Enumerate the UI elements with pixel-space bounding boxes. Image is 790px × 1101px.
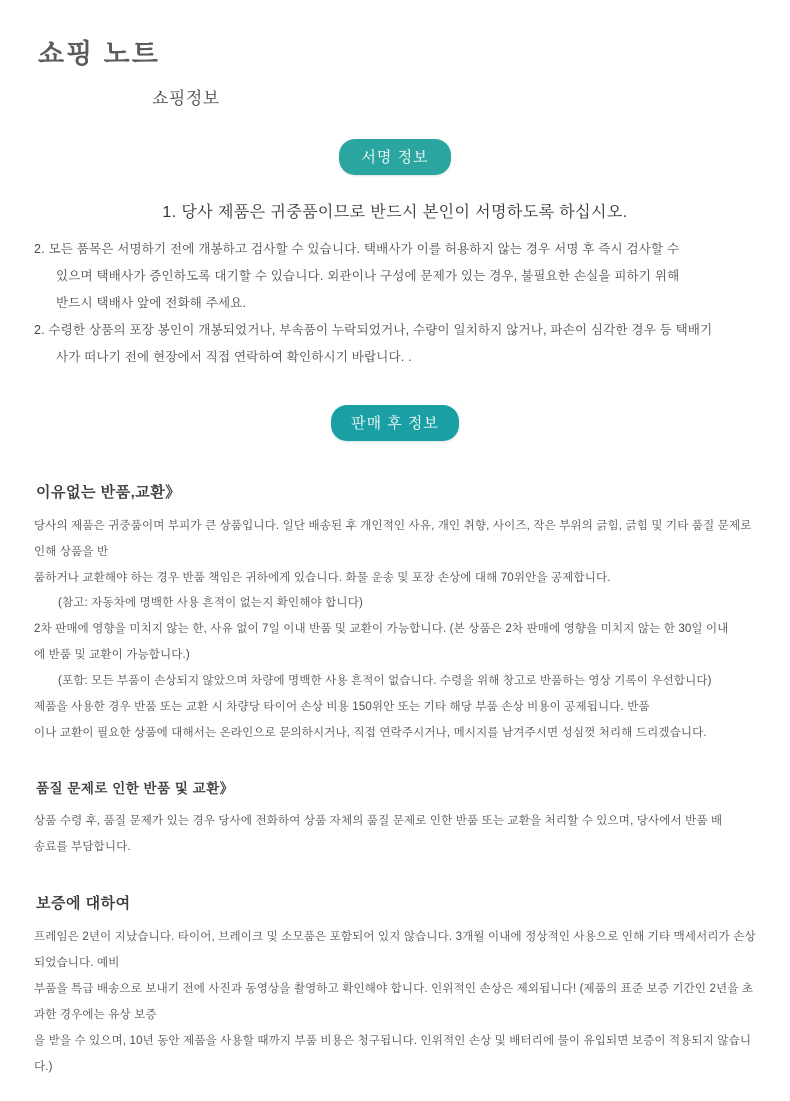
warranty-paragraph: 프레임은 2년이 지났습니다. 타이어, 브레이크 및 소모품은 포함되어 있지 않습니다. 3개월 이내에 정상적인 사용으로 인해 기타 맥세서리가 손상되었습니다. 예비 bbox=[34, 931, 756, 970]
aftersale-section-badge: 판매 후 정보 bbox=[331, 405, 459, 441]
quality-body bbox=[34, 809, 756, 861]
returns-paragraph: 품하거나 교환해야 하는 경우 반품 책임은 귀하에게 있습니다. 화물 운송 및 포장 손상에 대해 70위안을 공제합니다. bbox=[34, 571, 611, 584]
quality-heading: 품질 문제로 인한 반품 및 교환》 bbox=[36, 780, 234, 796]
quality-paragraph: 송료를 부담합니다. bbox=[34, 840, 131, 853]
signature-item-line: 2. 수령한 상품의 포장 봉인이 개봉되었거나, 부속품이 누락되었거나, 수량이 일치하지 않거나, 파손이 심각한 경우 등 택배기 bbox=[34, 323, 713, 338]
aftersale-badge-wrap bbox=[34, 405, 756, 441]
quality-paragraph: 상품 수령 후, 품질 문제가 있는 경우 당사에 전화하여 상품 자체의 품질 문제로 인한 반품 또는 교환을 처리할 수 있으며, 당사에서 반품 배 bbox=[34, 814, 723, 827]
signature-item-line: 2. 모든 품목은 서명하기 전에 개봉하고 검사할 수 있습니다. 택배사가 이를 허용하지 않는 경우 서명 후 즉시 검사할 수 bbox=[34, 242, 680, 257]
returns-paragraph: 에 반품 및 교환이 가능합니다.) bbox=[34, 649, 190, 662]
warranty-paragraph: 을 받을 수 있으며, 10년 동안 제품을 사용할 때까지 부품 비용은 청구됩니다. 인위적인 손상 및 배터리에 물이 유입되면 보증이 적용되지 않습니다.) bbox=[34, 1034, 752, 1073]
warranty-heading: 보증에 대하여 bbox=[36, 895, 131, 913]
signature-item-line: 사가 떠나기 전에 현장에서 직접 연락하여 확인하시기 바랍니다. . bbox=[56, 349, 412, 364]
returns-heading: 이유없는 반품,교환》 bbox=[36, 483, 181, 501]
signature-item-line: 반드시 택배사 앞에 전화해 주세요. bbox=[56, 296, 247, 311]
returns-paragraph: 제품을 사용한 경우 반품 또는 교환 시 차량당 타이어 손상 비용 150위안 또는 기타 해당 부품 손상 비용이 공제됩니다. 반품 bbox=[34, 700, 650, 713]
returns-paragraph-note: (참고: 자동차에 명백한 사용 흔적이 없는지 확인해야 합니다) bbox=[58, 597, 363, 610]
returns-paragraph: 당사의 제품은 귀중품이며 부피가 큰 상품입니다. 일단 배송된 후 개인적인 사유, 개인 취향, 사이즈, 작은 부위의 긁힘, 긁힘 및 기타 품질 문제로 인해 상품을 반 bbox=[34, 519, 752, 558]
returns-paragraph: 이나 교환이 필요한 상품에 대해서는 온라인으로 문의하시거나, 직접 연락주시거나, 메시지를 남겨주시면 성심껏 처리해 드리겠습니다. bbox=[34, 726, 707, 739]
signature-item-line: 있으며 택배사가 증인하도록 대기할 수 있습니다. 외관이나 구성에 문제가 있는 경우, 불필요한 손실을 피하기 위해 bbox=[56, 269, 680, 284]
signature-items bbox=[34, 236, 756, 370]
page-subtitle: 쇼핑정보 bbox=[152, 89, 220, 109]
page-title: 쇼핑 노트 bbox=[38, 39, 160, 69]
returns-body bbox=[34, 514, 756, 747]
signature-badge-wrap bbox=[34, 139, 756, 175]
signature-lead-text: 1. 당사 제품은 귀중품이므로 반드시 본인이 서명하도록 하십시오. bbox=[162, 204, 628, 222]
returns-paragraph-note: (포함: 모든 부품이 손상되지 않았으며 차량에 명백한 사용 흔적이 없습니다. 수령을 위해 창고로 반품하는 영상 기록이 우선합니다) bbox=[58, 675, 712, 688]
warranty-body bbox=[34, 925, 756, 1080]
warranty-paragraph: 부품을 특급 배송으로 보내기 전에 사진과 동영상을 촬영하고 확인해야 합니다. 인위적인 손상은 제외됩니다! (제품의 표준 보증 기간인 2년을 초과한 경우에는 유상 보증 bbox=[34, 983, 754, 1022]
signature-section-badge: 서명 정보 bbox=[339, 139, 450, 175]
returns-paragraph: 2차 판매에 영향을 미치지 않는 한, 사유 없이 7일 이내 반품 및 교환이 가능합니다. (본 상품은 2차 판매에 영향을 미치지 않는 한 30일 이내 bbox=[34, 623, 729, 636]
warranty-section bbox=[34, 892, 756, 1080]
